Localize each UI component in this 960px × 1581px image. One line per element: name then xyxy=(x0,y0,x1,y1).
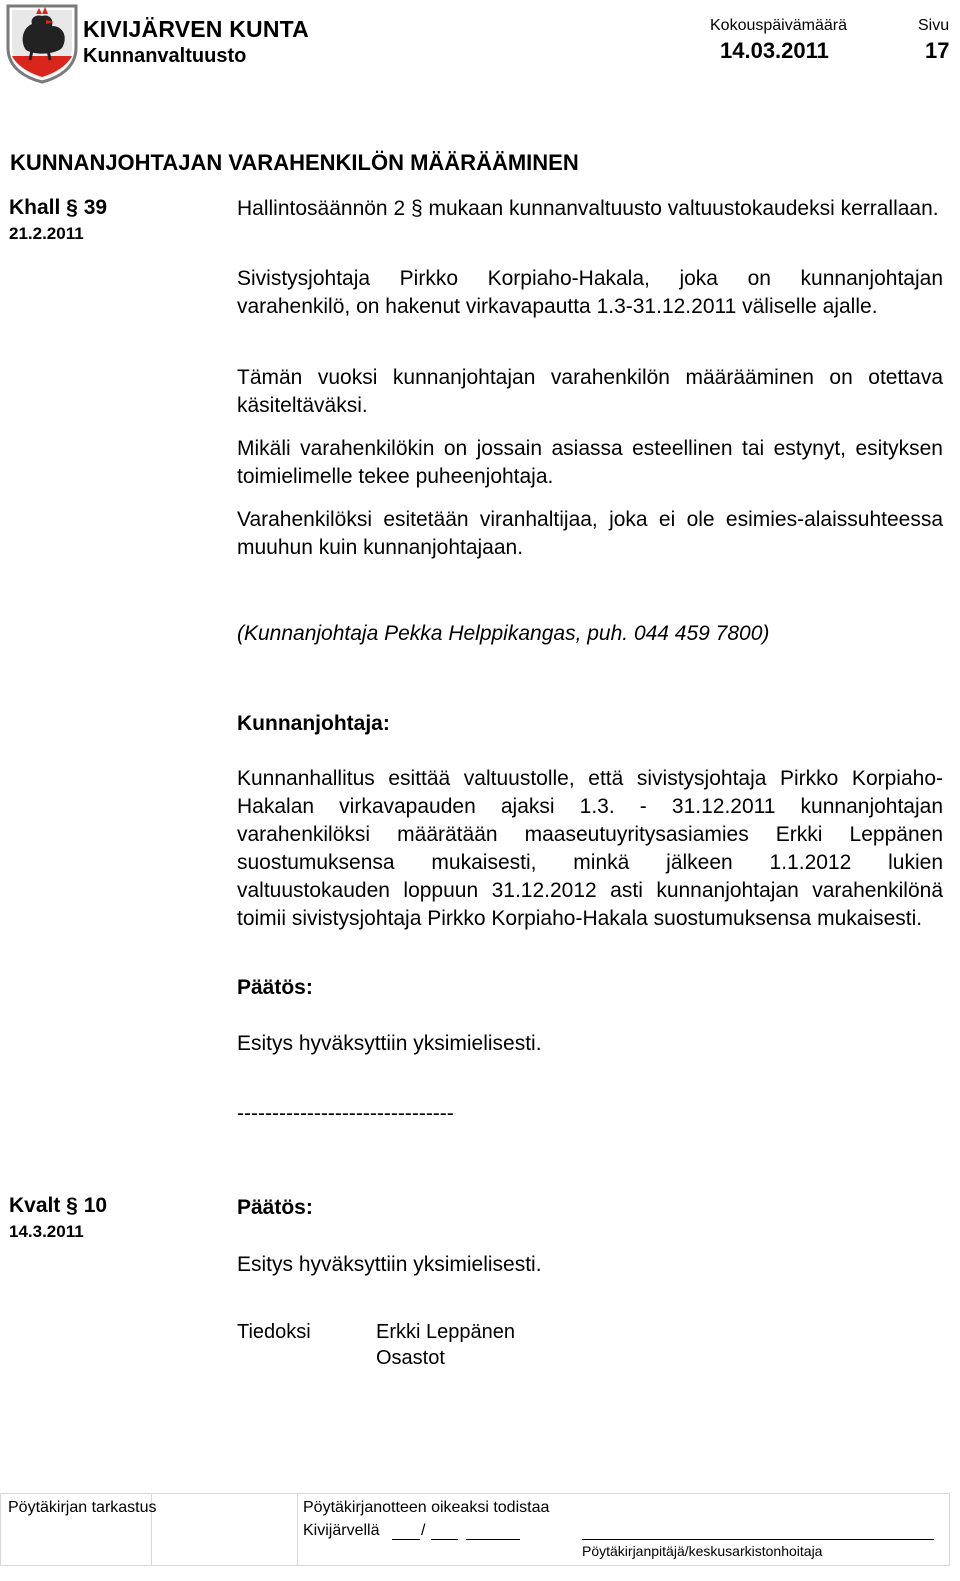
khall-paragraph-2: Sivistysjohtaja Pirkko Korpiaho-Hakala, joka on kunnanjohtajan varahenkilö, on hakenut virkavapautta 1.3-31.12.2011 väliselle ajalle. xyxy=(237,267,943,318)
khall-paragraph-5: Varahenkilöksi esitetään viranhaltijaa, joka ei ole esimies-alaissuhteessa muuhun kuin kunnanjohtajaan. xyxy=(237,508,943,559)
kvalt-reference: Kvalt § 10 xyxy=(9,1194,108,1217)
page-number: 17 xyxy=(925,38,950,63)
meeting-date: 14.03.2011 xyxy=(720,38,829,63)
footer-date-slash: / xyxy=(421,1522,426,1539)
contact-info: (Kunnanjohtaja Pekka Helppikangas, puh. 044 459 7800) xyxy=(237,622,770,645)
section-title: KUNNANJOHTAJAN VARAHENKILÖN MÄÄRÄÄMINEN xyxy=(10,150,579,175)
footer-signer-title: Pöytäkirjanpitäjä/keskusarkistonhoitaja xyxy=(582,1543,823,1559)
footer-certify-label: Pöytäkirjanotteen oikeaksi todistaa xyxy=(303,1499,550,1516)
municipality-name: KIVIJÄRVEN KUNTA xyxy=(83,16,309,42)
footer-review-label: Pöytäkirjan tarkastus xyxy=(8,1499,157,1516)
year-line xyxy=(466,1539,520,1540)
recipient-2: Osastot xyxy=(376,1347,445,1369)
separator-line: ------------------------------- xyxy=(237,1102,454,1125)
khall-paragraph-3: Tämän vuoksi kunnanjohtajan varahenkilön määrääminen on otettava käsiteltäväksi. xyxy=(237,366,943,417)
signature-line xyxy=(582,1539,934,1540)
khall-decision-label: Päätös: xyxy=(237,976,313,999)
council-name: Kunnanvaltuusto xyxy=(83,45,247,67)
kvalt-date: 14.3.2011 xyxy=(9,1222,84,1241)
recipient-1: Erkki Leppänen xyxy=(376,1321,515,1343)
page-label: Sivu xyxy=(918,17,950,34)
footer-place: Kivijärvellä xyxy=(303,1522,380,1539)
municipal-crest-logo xyxy=(6,4,78,84)
kvalt-decision-text: Esitys hyväksyttiin yksimielisesti. xyxy=(237,1253,542,1276)
month-line xyxy=(431,1539,458,1540)
proposal-label: Kunnanjohtaja: xyxy=(237,712,390,735)
khall-paragraph-4: Mikäli varahenkilökin on jossain asiassa esteellinen tai estynyt, esityksen toimielimelle tekee puheenjohtaja. xyxy=(237,437,943,488)
proposal-text: Kunnanhallitus esittää valtuustolle, että sivistysjohtaja Pirkko Korpiaho-Hakalan virkavapauden ajaksi 1.3. - 31.12.2011 kunnanjohtajan varahenkilöksi määrätään maaseutuyritysasiamies Erkki Leppänen suostumuksensa mukaisesti, minkä jälkeen 1.1.2012 lukien valtuustokauden loppuun 31.12.2012 asti kunnanjohtajan varahenkilönä toimii sivistysjohtaja Pirkko Korpiaho-Hakala suostumuksensa mukaisesti. xyxy=(237,767,943,930)
kvalt-decision-label: Päätös: xyxy=(237,1196,313,1219)
khall-date: 21.2.2011 xyxy=(9,224,84,243)
khall-paragraph-1: Hallintosäännön 2 § mukaan kunnanvaltuusto valtuustokaudeksi kerrallaan. xyxy=(237,197,939,220)
info-label: Tiedoksi xyxy=(237,1321,311,1343)
khall-reference: Khall § 39 xyxy=(9,196,108,219)
khall-decision-text: Esitys hyväksyttiin yksimielisesti. xyxy=(237,1032,542,1055)
footer-divider xyxy=(297,1494,298,1565)
day-line xyxy=(392,1539,420,1540)
meeting-date-label: Kokouspäivämäärä xyxy=(710,17,847,34)
